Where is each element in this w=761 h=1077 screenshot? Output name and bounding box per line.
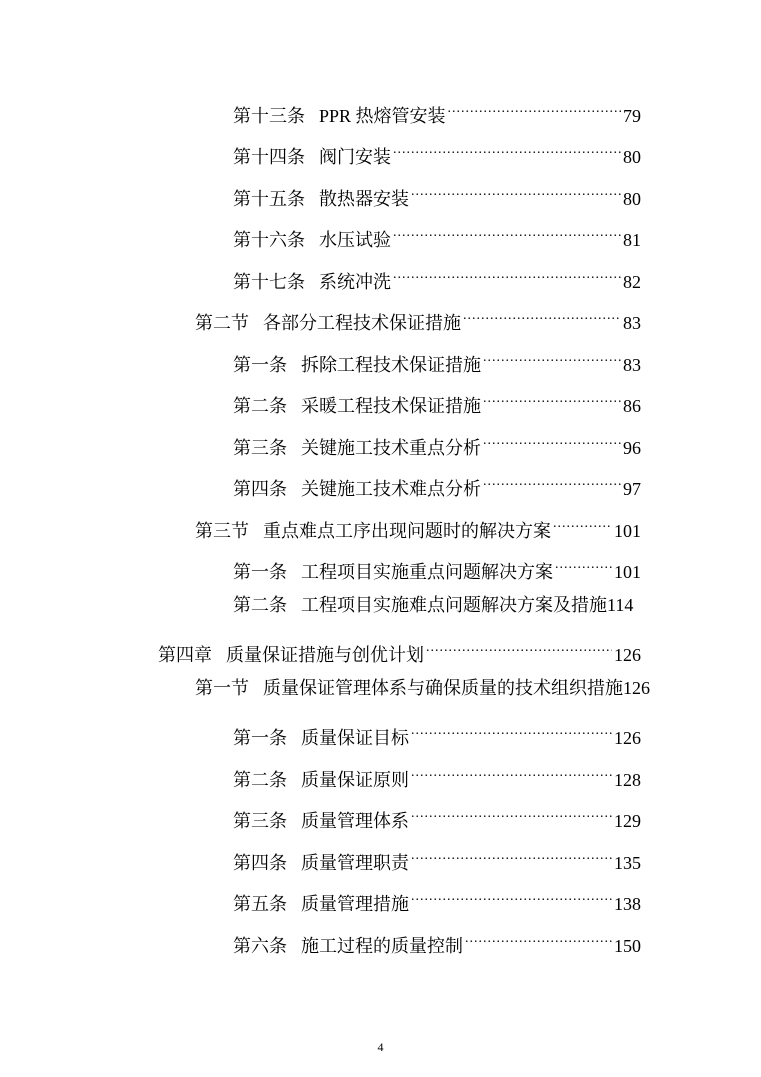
toc-entry-title: 拆除工程技术保证措施 (301, 355, 481, 375)
toc-entry[interactable] (233, 756, 641, 790)
toc-entry-label: 第五条 (233, 894, 287, 914)
toc-entry-label: 第一节 (195, 678, 249, 698)
toc-entry-label: 第三条 (233, 438, 287, 458)
toc-entry-label: 第二条 (233, 770, 287, 790)
toc-entry-page: 97 (623, 479, 641, 499)
toc-entry[interactable] (233, 922, 641, 956)
toc-entry-page: 101 (614, 562, 641, 582)
toc-entry[interactable] (233, 424, 641, 458)
dot-leader (411, 714, 612, 744)
toc-entry[interactable] (158, 631, 641, 665)
toc-entry[interactable] (233, 714, 641, 748)
dot-leader (393, 258, 621, 288)
toc-entry-title: 关键施工技术难点分析 (301, 479, 481, 499)
toc-entry-page: 126 (623, 678, 650, 698)
toc-entry-label: 第二条 (233, 595, 287, 615)
toc-entry-title: 采暖工程技术保证措施 (301, 396, 481, 416)
toc-entry-title: 阀门安装 (319, 147, 391, 167)
toc-entry-page: 126 (614, 728, 641, 748)
toc-entry[interactable] (233, 175, 641, 209)
toc-entry-title: 施工过程的质量控制 (301, 936, 463, 956)
toc-entry[interactable] (233, 465, 641, 499)
toc-entry[interactable] (233, 382, 641, 416)
toc-entry-title: 质量保证目标 (301, 728, 409, 748)
toc-entry-page: 128 (614, 770, 641, 790)
toc-entry-title: 质量保证管理体系与确保质量的技术组织措施 (263, 678, 623, 698)
toc-entry-title: 系统冲洗 (319, 272, 391, 292)
toc-entry-page: 135 (614, 853, 641, 873)
toc-entry[interactable] (195, 299, 641, 333)
toc-entry-label: 第十四条 (233, 147, 305, 167)
toc-entry[interactable] (195, 673, 665, 703)
toc-entry-page: 83 (623, 313, 641, 333)
toc-entry-title: 关键施工技术重点分析 (301, 438, 481, 458)
toc-entry-page: 126 (614, 645, 641, 665)
dot-leader (448, 92, 621, 122)
toc-entry-page: 96 (623, 438, 641, 458)
dot-leader (411, 797, 612, 827)
toc-entry-label: 第六条 (233, 936, 287, 956)
toc-entry-label: 第二条 (233, 396, 287, 416)
toc-entry-title: 散热器安装 (319, 189, 409, 209)
toc-entry[interactable] (233, 839, 641, 873)
dot-leader (393, 216, 621, 246)
toc-entry-label: 第一条 (233, 728, 287, 748)
dot-leader (411, 756, 612, 786)
dot-leader (483, 465, 621, 495)
toc-entry[interactable] (233, 216, 641, 250)
toc-entry-label: 第一条 (233, 562, 287, 582)
toc-entry-label: 第四章 (158, 645, 212, 665)
toc-entry-title: 各部分工程技术保证措施 (263, 313, 461, 333)
toc-entry-label: 第十三条 (233, 106, 305, 126)
dot-leader (483, 341, 621, 371)
dot-leader (426, 631, 612, 661)
toc-entry-page: 80 (623, 147, 641, 167)
toc-entry-page: 150 (614, 936, 641, 956)
toc-entry-label: 第二节 (195, 313, 249, 333)
toc-entry[interactable] (233, 880, 641, 914)
dot-leader (411, 839, 612, 869)
toc-entry-title: 质量管理体系 (301, 811, 409, 831)
toc-entry-title: PPR 热熔管安装 (319, 106, 446, 126)
toc-entry-page: 81 (623, 230, 641, 250)
dot-leader (483, 424, 621, 454)
toc-entry-title: 质量管理措施 (301, 894, 409, 914)
toc-entry-page: 86 (623, 396, 641, 416)
toc-entry-title: 水压试验 (319, 230, 391, 250)
dot-leader (411, 880, 612, 910)
toc-entry[interactable] (233, 341, 641, 375)
toc-entry[interactable] (233, 92, 641, 126)
toc-entry-title: 质量保证原则 (301, 770, 409, 790)
toc-entry-page: 82 (623, 272, 641, 292)
dot-leader (553, 507, 612, 537)
toc-entry-page: 101 (614, 521, 641, 541)
toc-entry-page: 83 (623, 355, 641, 375)
toc-entry-title: 工程项目实施重点问题解决方案 (301, 562, 553, 582)
dot-leader (555, 548, 612, 578)
toc-entry-label: 第三节 (195, 521, 249, 541)
toc-entry[interactable] (233, 258, 641, 292)
toc-entry[interactable] (233, 548, 641, 582)
dot-leader (393, 133, 621, 163)
toc-entry-title: 重点难点工序出现问题时的解决方案 (263, 521, 551, 541)
toc-entry[interactable] (233, 797, 641, 831)
toc-entry-page: 129 (614, 811, 641, 831)
toc-entry-label: 第三条 (233, 811, 287, 831)
dot-leader (411, 175, 621, 205)
toc-entry-label: 第四条 (233, 853, 287, 873)
toc-entry[interactable] (233, 133, 641, 167)
toc-entry-page: 79 (623, 106, 641, 126)
toc-entry-page: 114 (607, 595, 634, 615)
toc-entry-title: 质量保证措施与创优计划 (226, 645, 424, 665)
dot-leader (463, 299, 621, 329)
toc-entry-page: 138 (614, 894, 641, 914)
toc-entry[interactable] (233, 590, 641, 620)
toc-entry-label: 第十六条 (233, 230, 305, 250)
toc-entry-label: 第四条 (233, 479, 287, 499)
toc-entry-label: 第十七条 (233, 272, 305, 292)
toc-entry[interactable] (195, 507, 641, 541)
toc-entry-label: 第十五条 (233, 189, 305, 209)
toc-entry-title: 质量管理职责 (301, 853, 409, 873)
toc-entry-title: 工程项目实施难点问题解决方案及措施 (301, 595, 607, 615)
dot-leader (483, 382, 621, 412)
toc-entry-label: 第一条 (233, 355, 287, 375)
toc-entry-page: 80 (623, 189, 641, 209)
page-number: 4 (377, 1040, 384, 1054)
dot-leader (465, 922, 612, 952)
